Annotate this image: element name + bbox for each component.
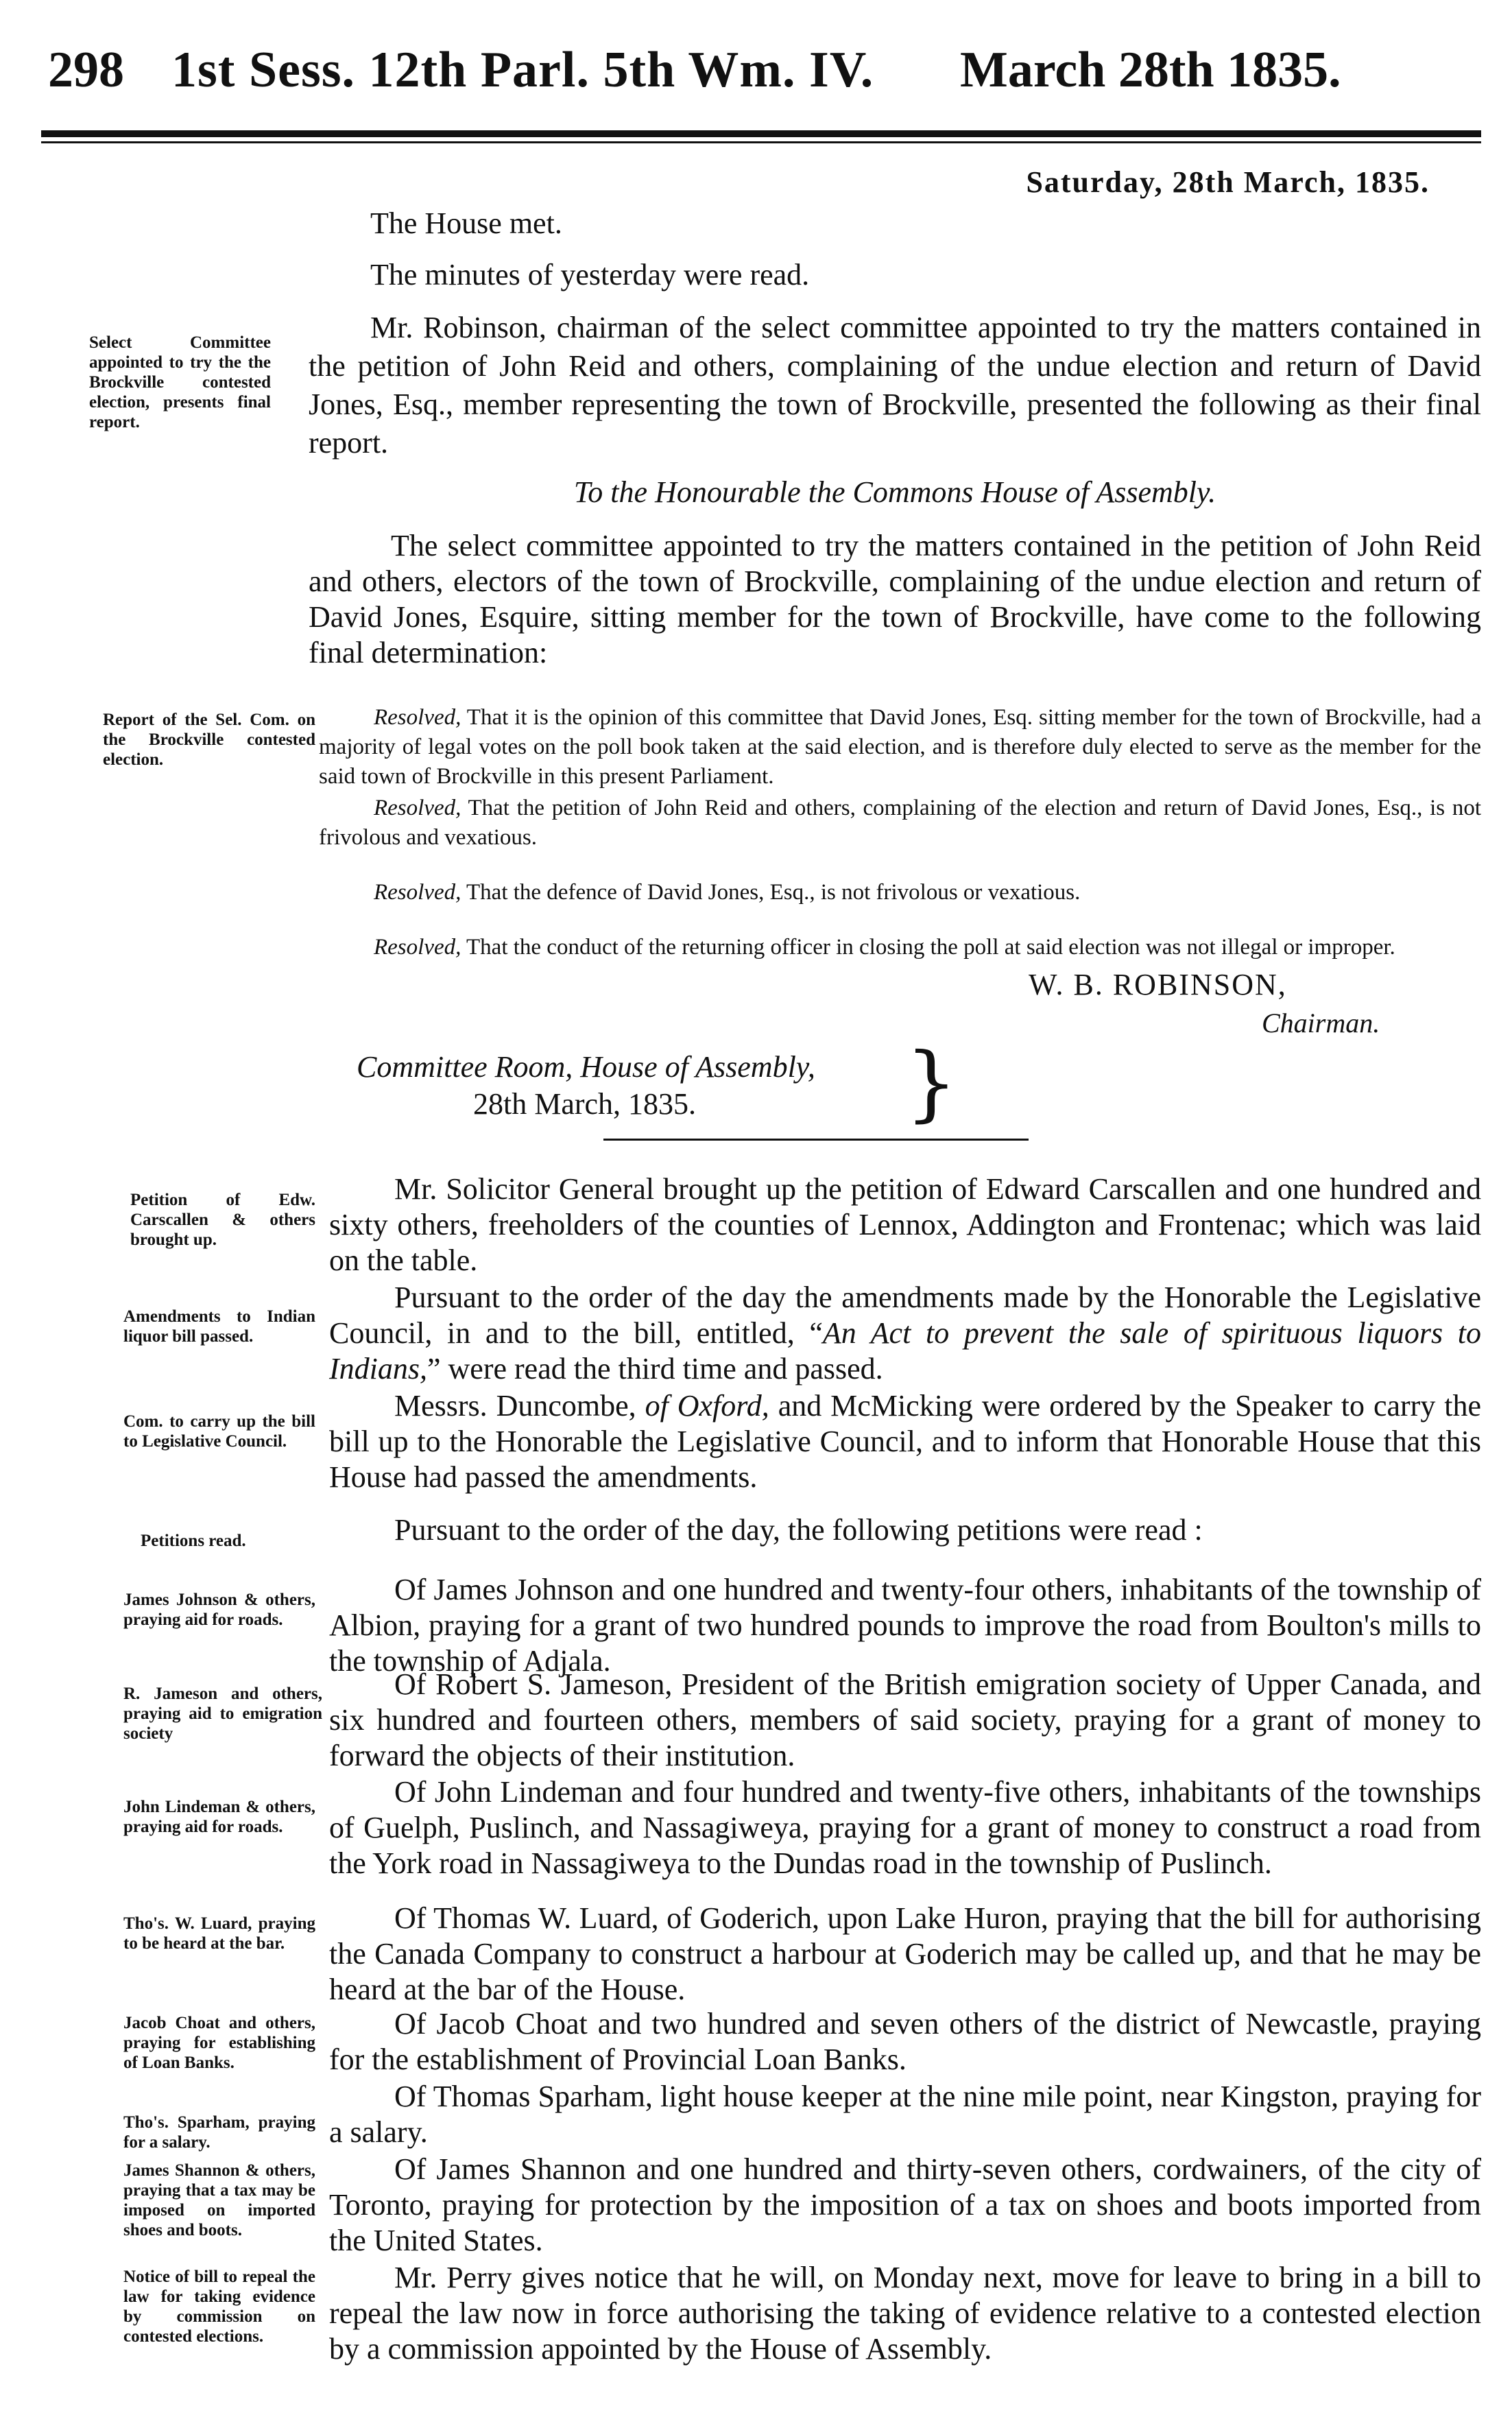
resolved-label: Resolved, <box>374 705 461 730</box>
header-date: March 28th 1835. <box>960 42 1341 98</box>
place-name: of Oxford, <box>645 1389 769 1423</box>
resolution-text: That it is the opinion of this committee that David Jones, Esq. sitting member for the town of Brockville, had a majority of legal votes on the poll book taken at the said election, and is therefore duly elected to serve as the member for the said town of Brockville in this present Parliament. <box>319 705 1481 789</box>
page-header <box>48 27 1426 117</box>
resolution-4 <box>319 933 1481 962</box>
margin-note-luard: Tho's. W. Luard, praying to be heard at the bar. <box>123 1914 315 1953</box>
header-rule <box>41 130 1481 137</box>
margin-note-johnson: James Johnson & others, praying aid for roads. <box>123 1591 315 1629</box>
committee-room: Committee Room, House of Assembly, <box>357 1050 815 1084</box>
entry-jameson: Of Robert S. Jameson, President of the British emigration society of Upper Canada, and six hundred and fourteen others, members of said society, praying for a grant of money to forward the objects of their institution. <box>329 1667 1481 1772</box>
committee-date: 28th March, 1835. <box>473 1087 697 1121</box>
margin-note-lindeman: John Lindeman & others, praying aid for roads. <box>123 1798 315 1836</box>
margin-note-shannon: James Shannon & others, praying that a tax may be imposed on imported shoes and boots. <box>123 2161 315 2239</box>
margin-note-select-committee: Select Committee appointed to try the the Brockville contested election, presents final report. <box>89 333 271 431</box>
entry-johnson: Of James Johnson and one hundred and twenty-four others, inhabitants of the township of Albion, praying for a grant of two hundred pounds to improve the road from Boulton's mills to the township of Adjala. <box>329 1573 1481 1678</box>
entry-shannon: Of James Shannon and one hundred and thirty-seven others, cordwainers, of the city of Toronto, praying for protection by the imposition of a tax on shoes and boots imported from the United States. <box>329 2152 1481 2257</box>
resolved-label: Resolved, <box>374 935 461 960</box>
entry-carry-bill: Messrs. Duncombe, of Oxford, and McMicking were ordered by the Speaker to carry the bill up to the Honorable the Legislative Council, and to inform that Honorable House that this House had passed the amendments. <box>329 1389 1481 1494</box>
resolved-label: Resolved, <box>374 796 461 820</box>
signatory-title: Chairman. <box>1262 1008 1380 1038</box>
house-met: The House met. <box>370 206 562 240</box>
resolution-text: That the defence of David Jones, Esq., is not frivolous or vexatious. <box>466 880 1081 905</box>
margin-note-liquor-bill: Amendments to Indian liquor bill passed. <box>123 1307 315 1346</box>
margin-note-jameson: R. Jameson and others, praying aid to emigration society <box>123 1685 322 1743</box>
entry-carscallen: Mr. Solicitor General brought up the petition of Edward Carscallen and one hundred and sixty others, freeholders of the counties of Lennox, Addington and Frontenac; which was laid on the table. <box>329 1172 1481 1277</box>
resolution-text: That the petition of John Reid and others, complaining of the election and return of David Jones, Esq., is not frivolous and vexatious. <box>319 796 1481 850</box>
report-intro: The select committee appointed to try the matters contained in the petition of John Reid and others, electors of the town of Brockville, complaining of the undue election and return of David Jones, Esquire, sitting member for the town of Brockville, have come to the following final determination: <box>309 529 1481 669</box>
margin-note-perry: Notice of bill to repeal the law for taking evidence by commission on contested elections. <box>123 2268 315 2346</box>
resolution-1 <box>319 703 1481 792</box>
margin-note-sparham: Tho's. Sparham, praying for a salary. <box>123 2113 315 2152</box>
select-committee-paragraph: Mr. Robinson, chairman of the select committee appointed to try the matters contained in the petition of John Reid and others, complaining of the undue election and return of David Jones, Esq., member representing the town of Brockville, presented the following as their final report. <box>309 311 1481 460</box>
entry-choat: Of Jacob Choat and two hundred and seven others of the district of Newcastle, praying for the establishment of Provincial Loan Banks. <box>329 2007 1481 2076</box>
entry-perry: Mr. Perry gives notice that he will, on Monday next, move for leave to bring in a bill to repeal the law now in force authorising the taking of evidence relative to a contested election by a commission appointed by the House of Assembly. <box>329 2261 1481 2366</box>
entry-petitions-read: Pursuant to the order of the day, the following petitions were read : <box>394 1513 1203 1547</box>
margin-note-petitions-read: Petitions read. <box>141 1532 246 1550</box>
margin-note-report: Report of the Sel. Com. on the Brockville contested election. <box>103 711 315 769</box>
brace-glyph: } <box>905 1036 958 1131</box>
resolved-label: Resolved, <box>374 880 461 905</box>
minutes-read: The minutes of yesterday were read. <box>370 258 810 292</box>
entry-lindeman: Of John Lindeman and four hundred and twenty-five others, inhabitants of the townships of Guelph, Puslinch, and Nassagiweya, praying for a grant of money to construct a road from the York road in Nassagiweya to the Dundas road in the township of Puslinch. <box>329 1775 1481 1880</box>
report-heading: To the Honourable the Commons House of Assembly. <box>573 475 1216 509</box>
dateline: Saturday, 28th March, 1835. <box>1026 165 1430 199</box>
signatory-name: W. B. ROBINSON, <box>1029 968 1287 1001</box>
entry-sparham: Of Thomas Sparham, light house keeper at the nine mile point, near Kingston, praying for a salary. <box>329 2080 1481 2149</box>
margin-note-carry-bill: Com. to carry up the bill to Legislative Council. <box>123 1412 315 1451</box>
header-rule-thin <box>41 141 1481 143</box>
entry-liquor-bill: Pursuant to the order of the day the amendments made by the Honorable the Legislative Council, in and to the bill, entitled, “An Act to prevent the sale of spirituous liquors to Indians,” were read the third time and passed. <box>329 1281 1482 1385</box>
resolution-3 <box>319 878 1481 907</box>
bill-title: An Act to prevent the sale of spirituous liquors to Indians, <box>329 1316 1482 1385</box>
section-divider <box>603 1139 1029 1141</box>
margin-note-carscallen: Petition of Edw. Carscallen & others brought up. <box>130 1191 315 1249</box>
page-number: 298 <box>48 42 124 98</box>
margin-note-choat: Jacob Choat and others, praying for establishing of Loan Banks. <box>123 2014 315 2072</box>
resolution-text: That the conduct of the returning officer in closing the poll at said election was not illegal or improper. <box>466 935 1395 960</box>
entry-luard: Of Thomas W. Luard, of Goderich, upon Lake Huron, praying that the bill for authorising the Canada Company to construct a harbour at Goderich may be called up, and that he may be heard at the bar of the House. <box>329 1901 1481 2006</box>
resolution-2 <box>319 794 1481 853</box>
session-title: 1st Sess. 12th Parl. 5th Wm. IV. <box>171 42 874 98</box>
